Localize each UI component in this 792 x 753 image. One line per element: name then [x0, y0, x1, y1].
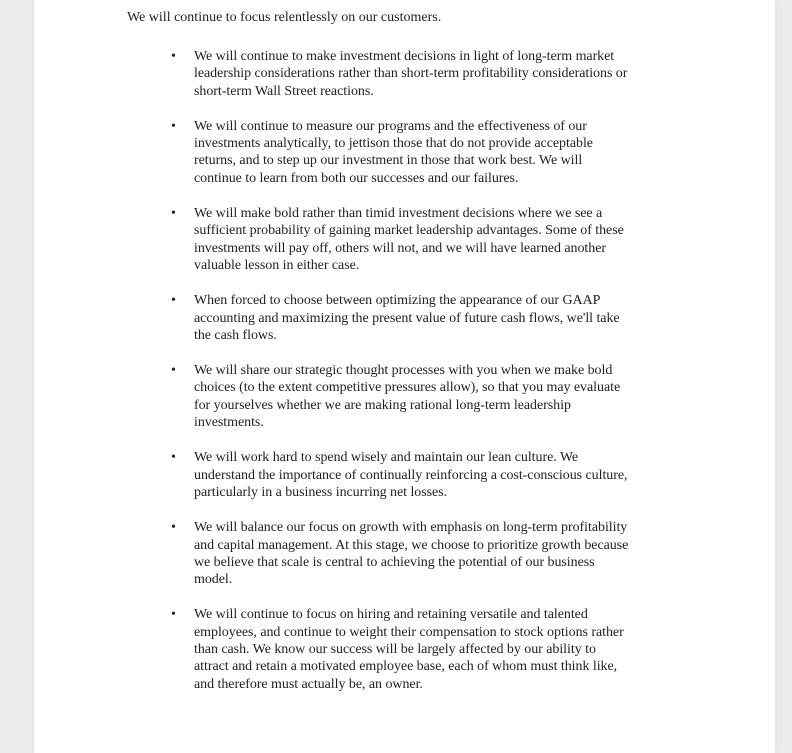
intro-paragraph: We will continue to focus relentlessly on our customers. — [127, 10, 442, 25]
bullet-text-line: We will continue to focus on hiring and retaining versatile and talented — [194, 607, 588, 623]
bullet-text-line: We will work hard to spend wisely and maintain our lean culture. We — [194, 450, 579, 466]
bullet-text-line: attract and retain a motivated employee base, each of whom must think like, — [194, 659, 618, 675]
bullet-text-line: investments will pay off, others will not, and we will have learned another — [194, 240, 606, 256]
bullet-point-icon: • — [171, 520, 176, 536]
bullet-point-icon: • — [171, 293, 176, 309]
bullet-text-line: employees, and continue to weight their compensation to stock options rather — [194, 624, 624, 640]
bullet-point-icon: • — [171, 363, 176, 379]
bullet-text-line: sufficient probability of gaining market leadership advantages. Some of these — [194, 223, 624, 239]
bullet-text-line: leadership considerations rather than short-term profitability considerations or — [194, 66, 628, 82]
bullet-text-line: valuable lesson in either case. — [194, 257, 360, 273]
list-item — [166, 205, 671, 274]
bullet-text-line: understand the importance of continually reinforcing a cost-conscious culture, — [194, 467, 628, 483]
bullet-text-line: When forced to choose between optimizing the appearance of our GAAP — [194, 293, 601, 309]
bullet-text-line: investments analytically, to jettison those that do not provide acceptable — [194, 136, 593, 152]
bullet-text-line: investments. — [194, 415, 264, 431]
bullet-text-line: we believe that scale is central to achieving the potential of our business — [194, 554, 595, 570]
list-item — [166, 362, 671, 431]
bullet-text-line: model. — [194, 572, 233, 588]
bullet-text-line: returns, and to step up our investment in those that work best. We will — [194, 153, 583, 169]
bullet-point-icon: • — [171, 118, 176, 134]
bullet-text-line: than cash. We know our success will be largely affected by our ability to — [194, 642, 596, 658]
bullet-text-line: accounting and maximizing the present value of future cash flows, we'll take — [194, 310, 620, 326]
bullet-text-line: and therefore must actually be, an owner. — [194, 676, 423, 692]
list-item — [166, 606, 671, 692]
bullet-point-icon: • — [171, 450, 176, 466]
bullet-text-line: We will balance our focus on growth with emphasis on long-term profitability — [194, 520, 628, 536]
document-page — [34, 0, 775, 753]
bullet-text-line: We will make bold rather than timid investment decisions where we see a — [194, 206, 603, 222]
list-item — [166, 449, 671, 501]
bullet-text-line: continue to learn from both our successes and our failures. — [194, 170, 519, 186]
bullet-text-line: short-term Wall Street reactions. — [194, 83, 374, 99]
bullet-text-line: We will continue to measure our programs and the effectiveness of our — [194, 118, 587, 134]
bullet-text-line: and capital management. At this stage, we choose to prioritize growth because — [194, 537, 629, 553]
bullet-text-line: We will share our strategic thought processes with you when we make bold — [194, 363, 613, 379]
bullet-text-line: particularly in a business incurring net losses. — [194, 484, 448, 500]
list-item — [166, 48, 671, 100]
list-item — [166, 519, 671, 588]
bullet-point-icon: • — [171, 206, 176, 222]
bullet-point-icon: • — [171, 49, 176, 64]
bullet-text-line: for yourselves whether we are making rational long-term leadership — [194, 397, 571, 413]
list-item — [166, 118, 671, 187]
bullet-point-icon: • — [171, 607, 176, 623]
bullet-text-line: the cash flows. — [194, 327, 277, 343]
bullet-text-line: choices (to the extent competitive pressures allow), so that you may evaluate — [194, 380, 621, 396]
bullet-text-line: We will continue to make investment decisions in light of long-term market — [194, 49, 615, 64]
list-item — [166, 292, 671, 344]
bullet-list — [166, 48, 671, 711]
